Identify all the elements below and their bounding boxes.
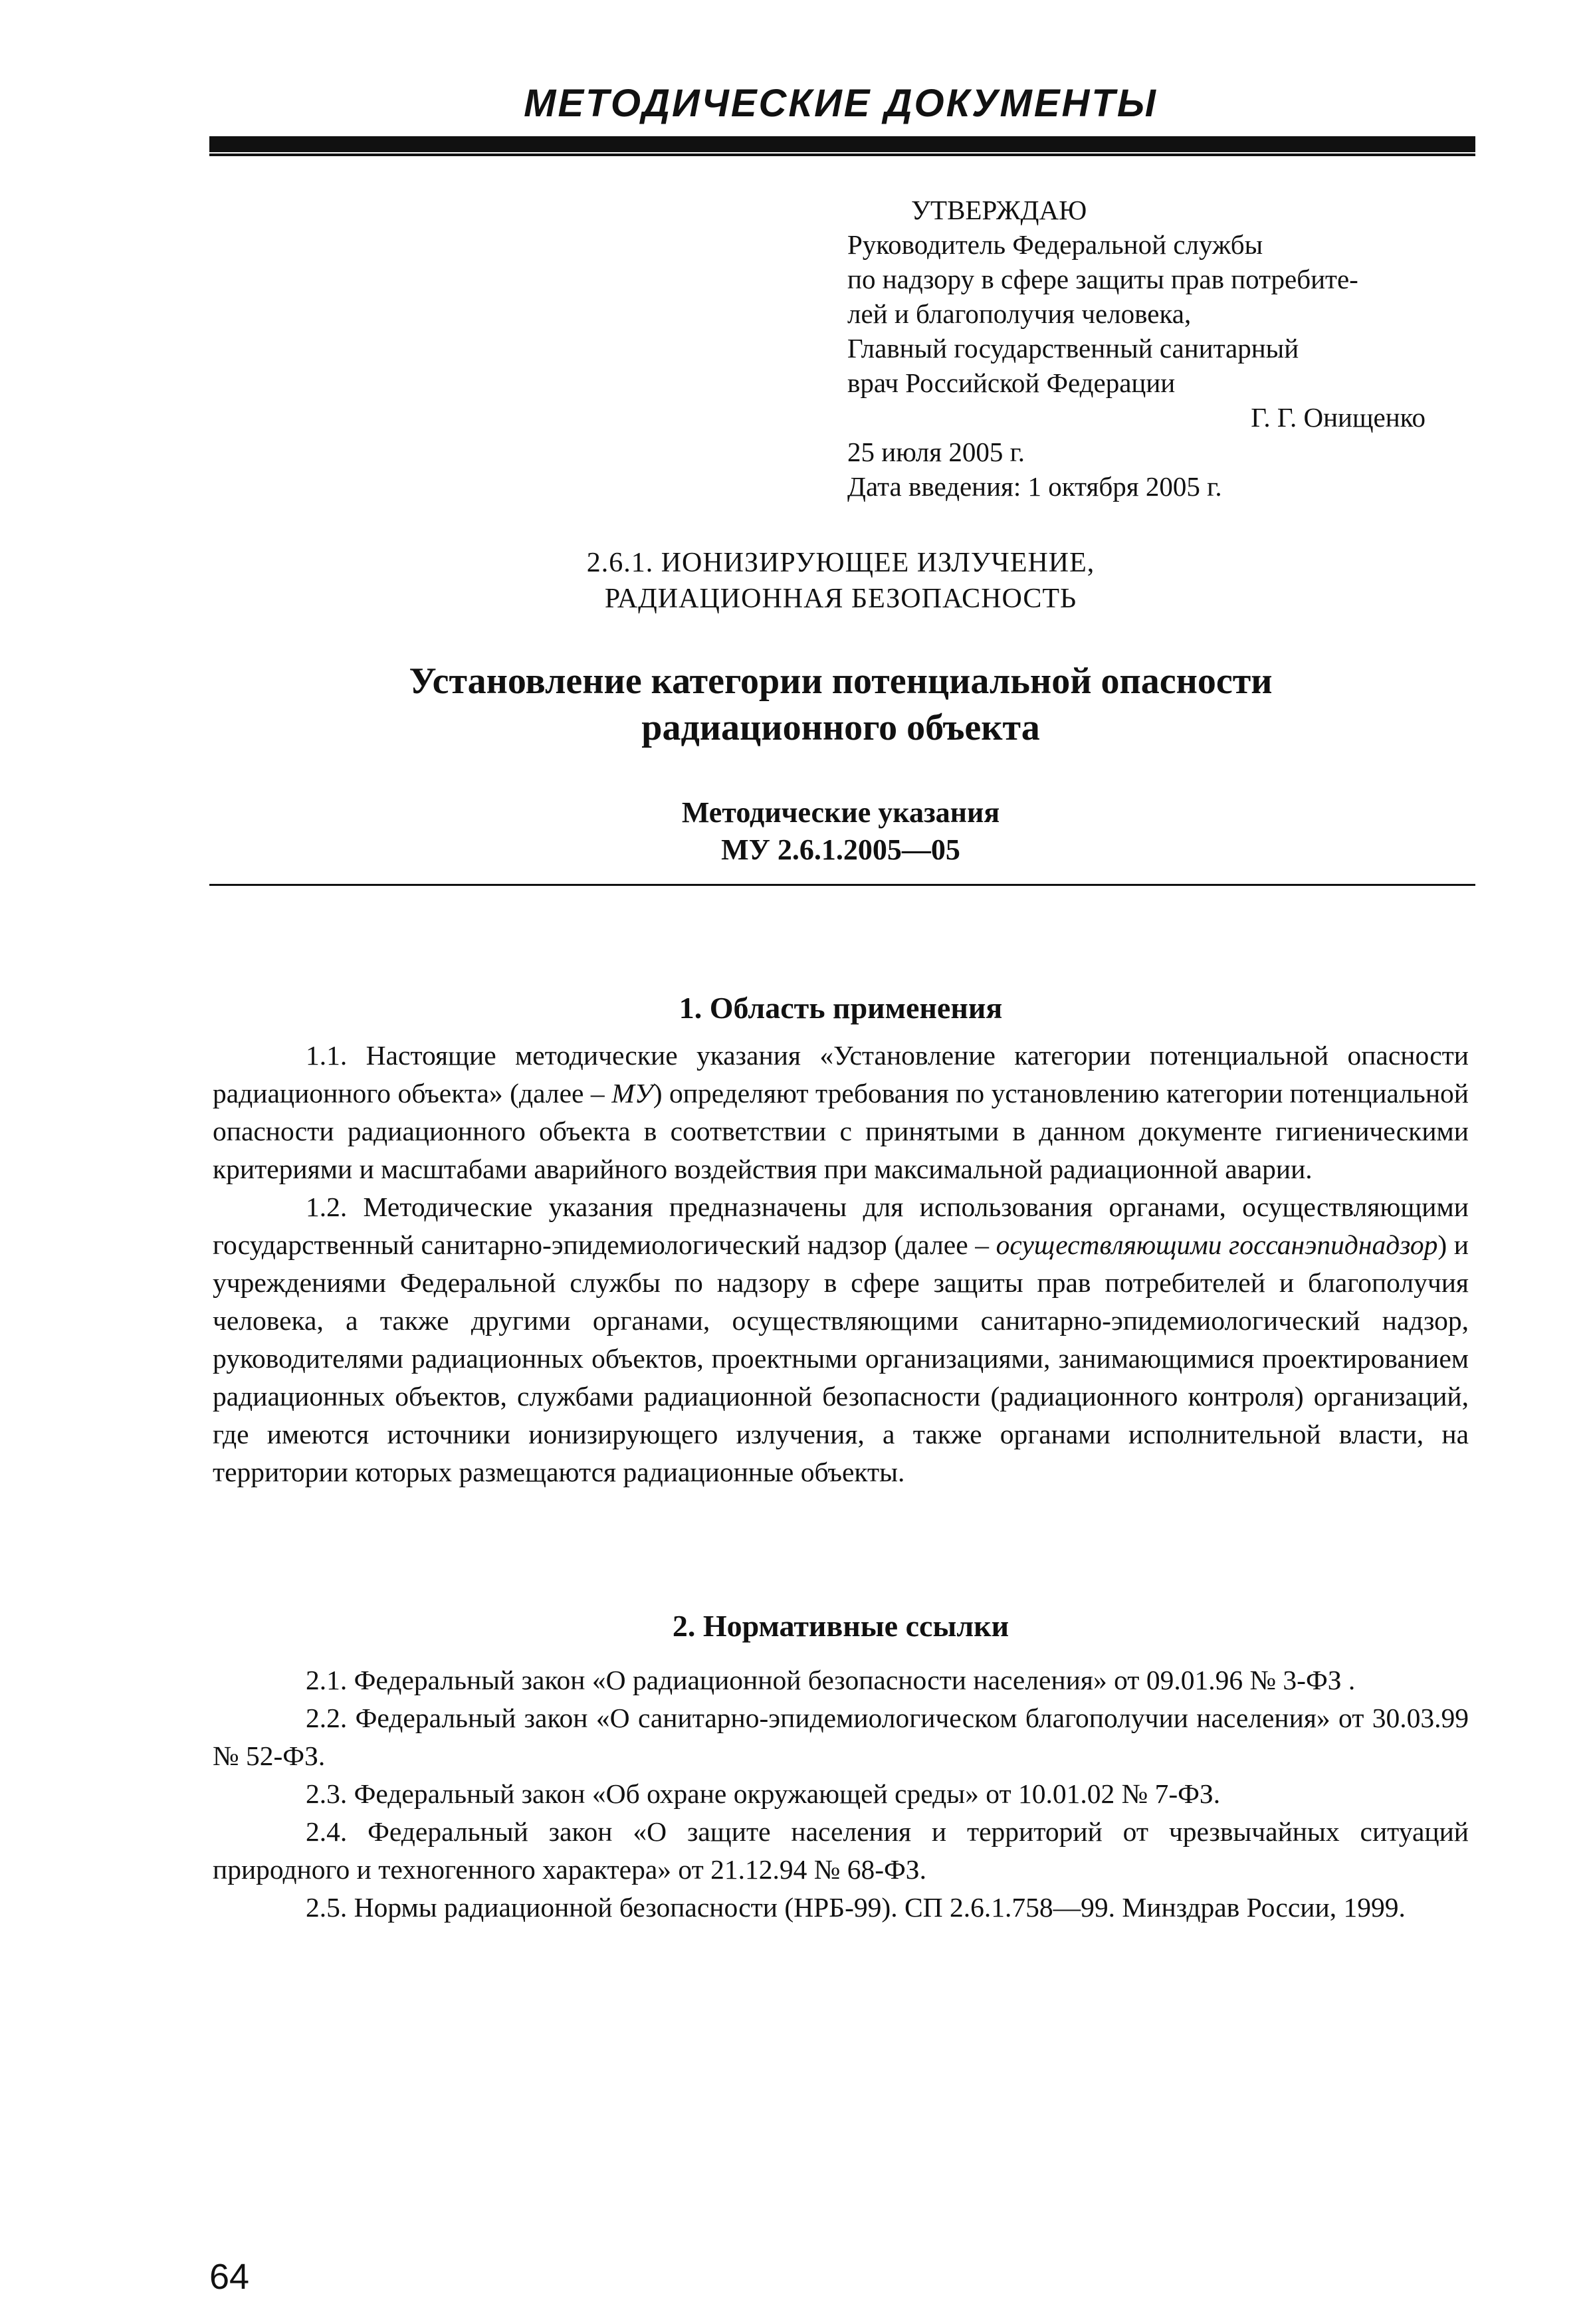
- section-1-heading: 1. Область применения: [679, 991, 1003, 1025]
- doc-code: МУ 2.6.1.2005—05: [721, 833, 960, 866]
- page-number: 64: [209, 2257, 250, 2297]
- approval-line: по надзору в сфере защиты прав потребите-: [847, 264, 1358, 294]
- approval-line: лей и благополучия человека,: [847, 298, 1192, 329]
- subject-heading: [213, 545, 1469, 617]
- section-2-heading: 2. Нормативные ссылки: [672, 1609, 1009, 1643]
- section-2-body: [213, 1661, 1469, 1927]
- approval-date: 25 июля 2005 г.: [847, 437, 1025, 467]
- approval-block: [847, 193, 1445, 504]
- subject-line: РАДИАЦИОННАЯ БЕЗОПАСНОСТЬ: [604, 583, 1077, 614]
- section-1-body: [213, 1037, 1469, 1491]
- approval-signer: Г. Г. Онищенко: [1251, 402, 1426, 433]
- abbr-italic: МУ: [611, 1078, 653, 1109]
- title-line: радиационного объекта: [641, 707, 1040, 748]
- approval-line: врач Российской Федерации: [847, 368, 1176, 398]
- doc-type-line: Методические указания: [681, 796, 1000, 829]
- document-title: [213, 658, 1469, 751]
- reference-item: 2.1. Федеральный закон «О радиационной безопасности населения» от 09.01.96 № 3-ФЗ .: [306, 1665, 1356, 1695]
- paragraph-1-2: 1.2. Методические указания предназначены для использования органами, осуществляющими государственный санитарно-эпидемиологический надзор (далее – осуществляющими госсанэпиднадзор) и учреждениями Федеральной службы по надзору в сфере защиты прав потребителей и благополучия человека, а также другими органами, осуществляющими санитарно-эпидемиологический надзор, руководителями радиационных объектов, проектными организациями, занимающимися проектированием радиационных объектов, службами радиационной безопасности (радиационного контроля) организаций, где имеются источники ионизирующего излучения, а также органами исполнительной власти, на территории которых размещаются радиационные объекты.: [213, 1192, 1469, 1487]
- paragraph-1-1: 1.1. Настоящие методические указания «Установление категории потенциальной опасности радиационного объекта» (далее – МУ) определяют требования по установлению категории потенциальной опасности радиационного объекта в соответствии с принятыми в данном документе гигиеническими критериями и масштабами аварийного воздействия при максимальной радиационной аварии.: [213, 1040, 1469, 1184]
- running-header: МЕТОДИЧЕСКИЕ ДОКУМЕНТЫ: [524, 82, 1158, 125]
- term-italic: осуществляющими госсанэпиднадзор: [996, 1229, 1438, 1260]
- approval-line: Главный государственный санитарный: [847, 333, 1299, 364]
- approval-heading: УТВЕРЖДАЮ: [911, 195, 1087, 225]
- approval-line: Руководитель Федеральной службы: [847, 229, 1263, 260]
- subject-line: 2.6.1. ИОНИЗИРУЮЩЕЕ ИЗЛУЧЕНИЕ,: [586, 548, 1095, 578]
- approval-effective-date: Дата введения: 1 октября 2005 г.: [847, 471, 1222, 502]
- title-line: Установление категории потенциальной опасности: [409, 661, 1273, 702]
- title-rule: [209, 884, 1475, 886]
- reference-item: 2.4. Федеральный закон «О защите населения и территорий от чрезвычайных ситуаций природного и техногенного характера» от 21.12.94 № 68-ФЗ.: [213, 1816, 1469, 1885]
- document-type: [213, 794, 1469, 869]
- reference-item: 2.5. Нормы радиационной безопасности (НРБ-99). СП 2.6.1.758—99. Минздрав России, 1999.: [306, 1892, 1406, 1923]
- header-rule-thick: [209, 136, 1475, 152]
- reference-item: 2.2. Федеральный закон «О санитарно-эпидемиологическом благополучии населения» от 30.03.99 № 52-ФЗ.: [213, 1703, 1469, 1771]
- reference-item: 2.3. Федеральный закон «Об охране окружающей среды» от 10.01.02 № 7-ФЗ.: [306, 1778, 1221, 1809]
- header-rule-thin: [209, 154, 1475, 156]
